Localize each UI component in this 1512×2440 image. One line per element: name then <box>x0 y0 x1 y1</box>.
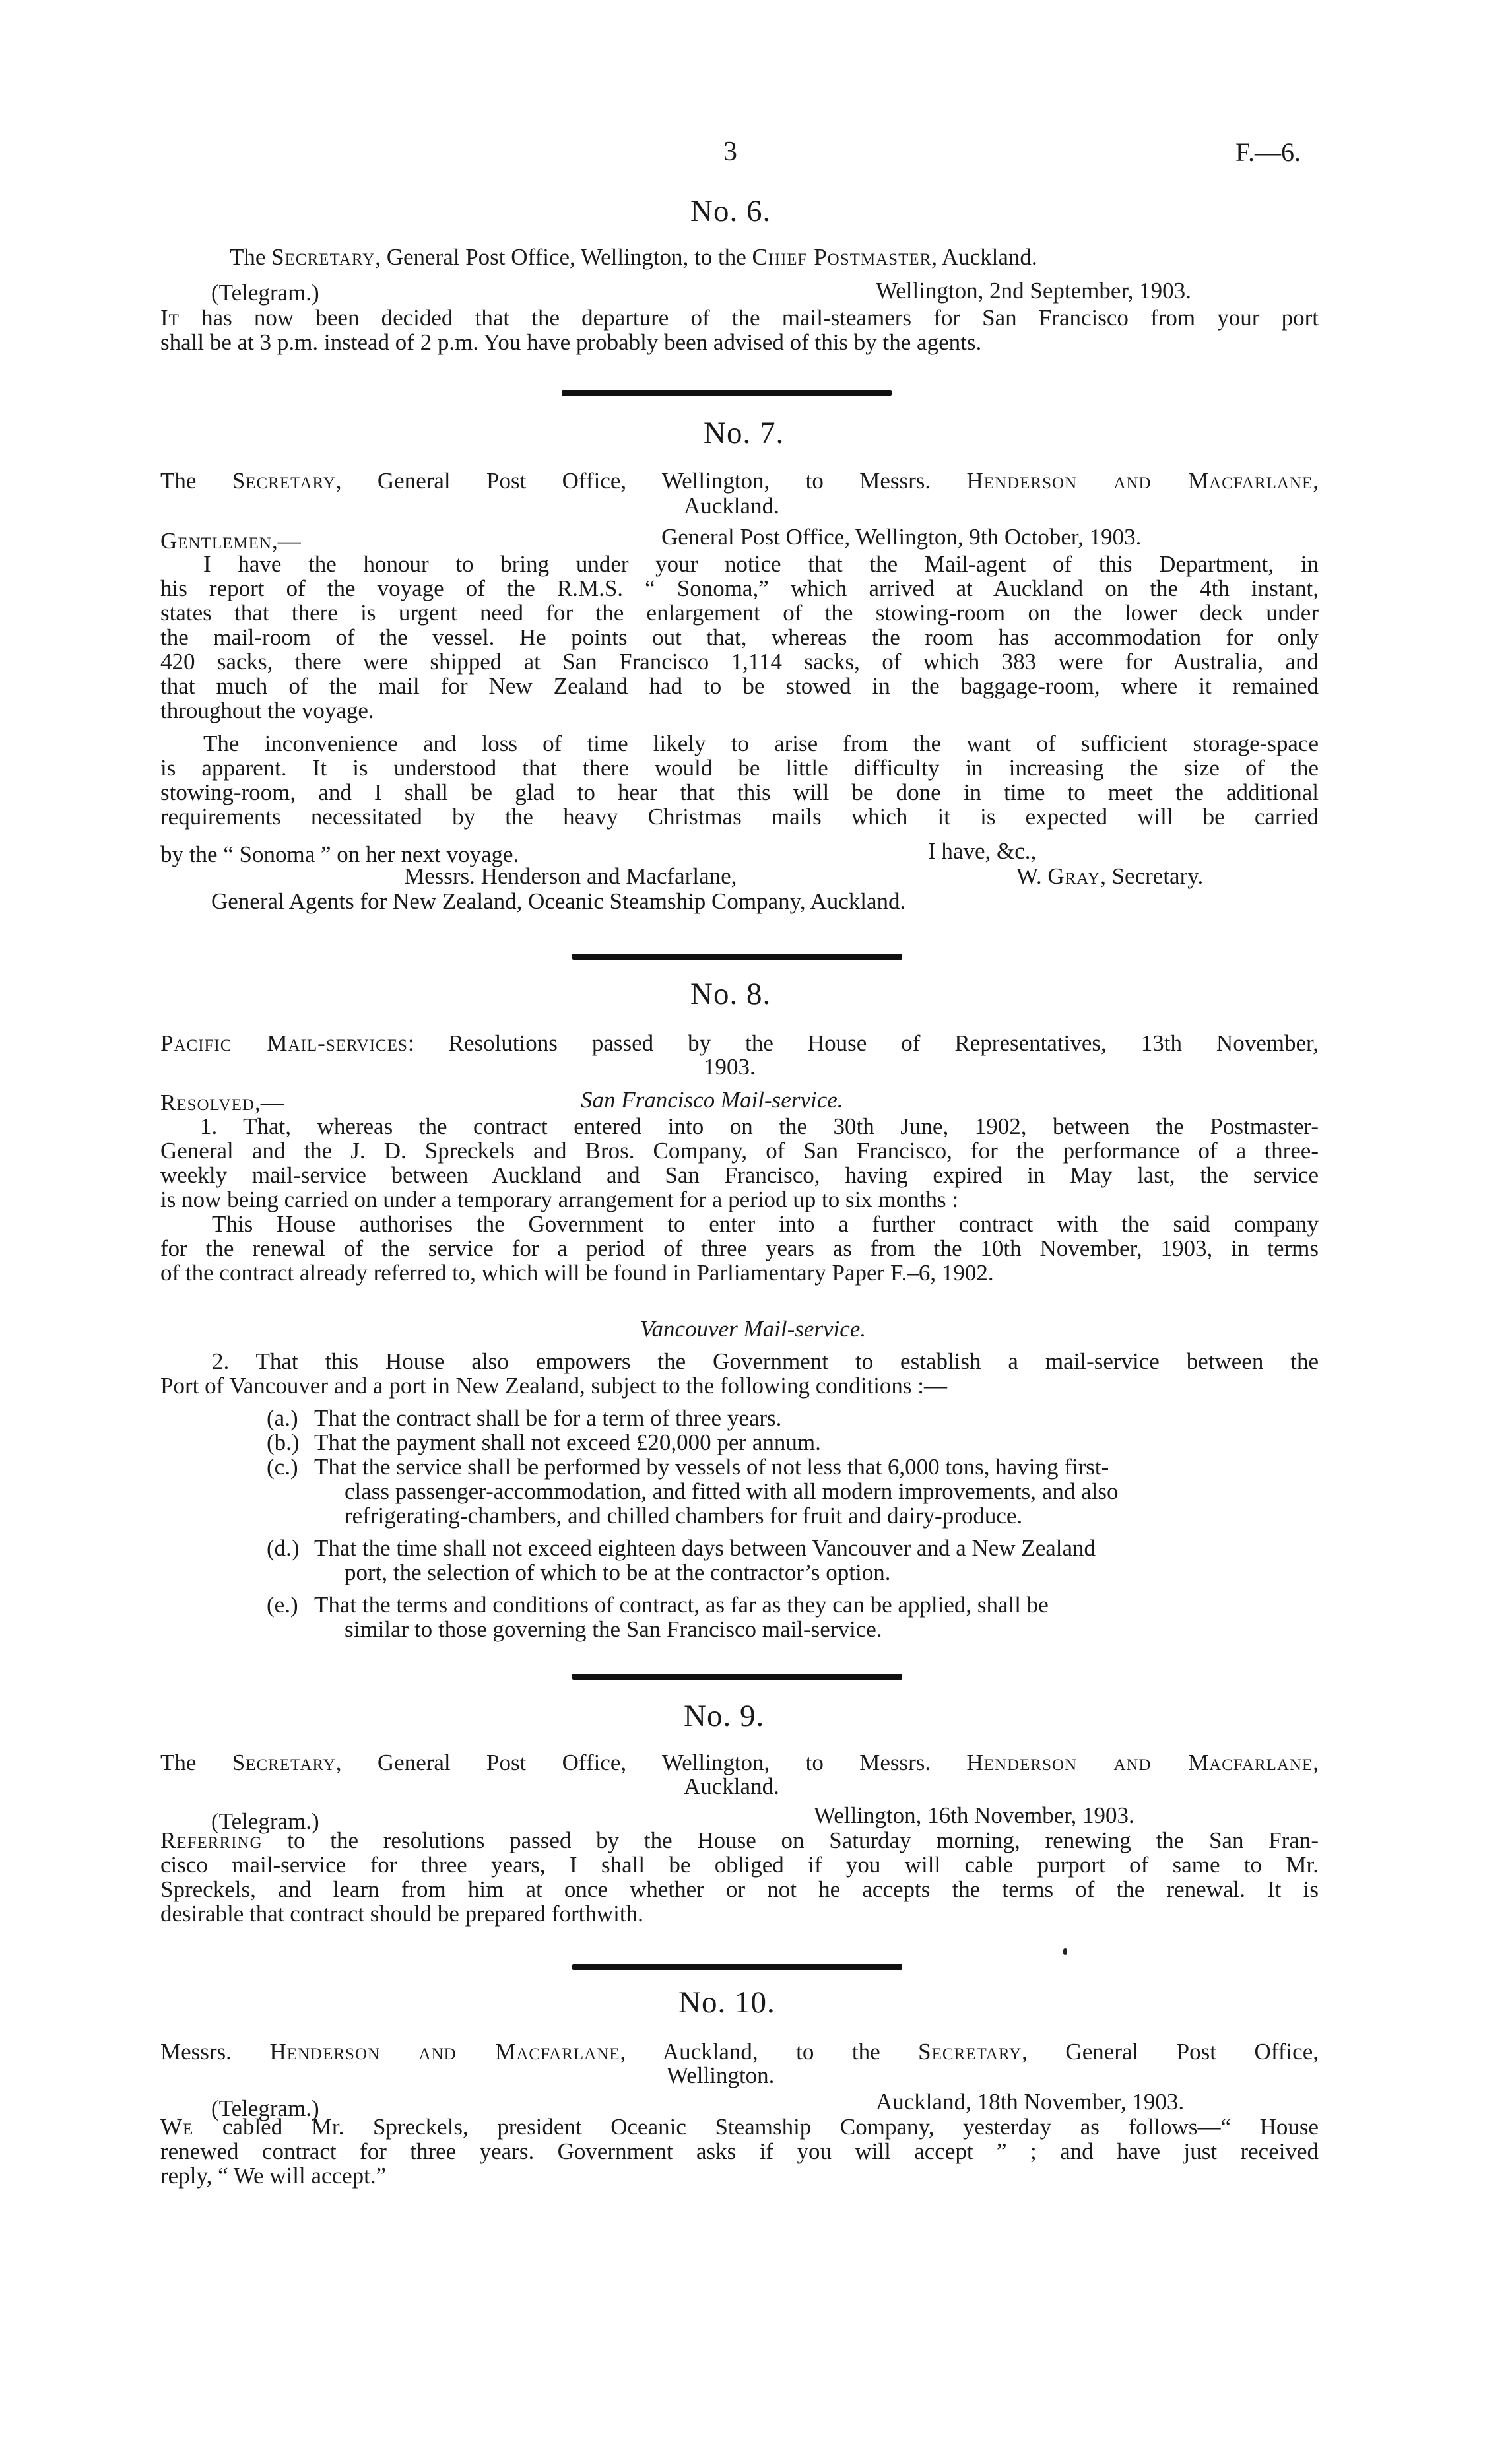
address-line-no6: The Secretary, General Post Office, Wellington, to the Chief Postmaster, Auckland. <box>230 244 1037 270</box>
body-no6: It has now been decided that the departure of the mail-steamers for San Francisco from your port shall be at 3 p.m. instead of 2 p.m. You have probably been advised of this by the agents. <box>160 305 1319 355</box>
address-line2-no10: Wellington. <box>667 2062 775 2088</box>
address-no10: Messrs. Henderson and Macfarlane, Auckland, to the Secretary, General Post Office, <box>160 2039 1319 2064</box>
condition-label: (e.) <box>267 1592 298 1618</box>
para2-last-no7: by the “ Sonoma ” on her next voyage. <box>160 841 519 867</box>
resolution1b-no8: This House authorises the Government to enter into a further contract with the said company for the renewal of the service for a period of three years as from the 10th November, 1903, in terms of the contract already referred to, which will be found in Parliamentary Paper F.–6, 1902. <box>160 1211 1319 1286</box>
page-reference: F.—6. <box>1235 137 1301 167</box>
medium-no10: (Telegram.) <box>211 2095 319 2121</box>
addressee-line2-no7: General Agents for New Zealand, Oceanic Steamship Company, Auckland. <box>211 888 906 914</box>
body-no10: We cabled Mr. Spreckels, president Oceanic Steamship Company, yesterday as follows—“ House renewed contract for three years. Government asks if you will accept ” ; and have just received reply, “ We will accept.” <box>160 2114 1319 2189</box>
address-line2-no7: Auckland. <box>684 493 779 519</box>
section-divider <box>572 1674 902 1680</box>
signature-no7: W. Gray, Secretary. <box>1016 863 1204 889</box>
section-heading-no10: No. 10. <box>678 1985 775 2020</box>
resolved-no8: Resolved,— <box>160 1090 284 1115</box>
title-no8: Pacific Mail-services: Resolutions passed by the House of Representatives, 13th November, <box>160 1030 1319 1056</box>
condition-label: (d.) <box>267 1535 300 1561</box>
section-heading-no8: No. 8. <box>690 977 772 1011</box>
section-heading-no9: No. 9. <box>684 1699 765 1733</box>
condition-label: (b.) <box>267 1430 300 1455</box>
dateline-no10: Auckland, 18th November, 1903. <box>876 2089 1185 2115</box>
condition-b: (b.) That the payment shall not exceed £20,000 per annum. <box>267 1430 821 1455</box>
condition-c-line2: class passenger-accommodation, and fitted with all modern improvements, and also <box>345 1478 1119 1504</box>
addressee-no7: Messrs. Henderson and Macfarlane, <box>404 863 737 889</box>
para1-no7: I have the honour to bring under your notice that the Mail-agent of this Department, in his report of the voyage of the R.M.S. “ Sonoma,” which arrived at Auckland on the 4th instant, states that there is urgent need for the enlargement of the stowing-room on the lower deck under the mail-room of the vessel. He points out that, whereas the room has accommodation for only 420 sacks, there were shipped at San Francisco 1,114 sacks, of which 383 were for Australia, and that much of the mail for New Zealand had to be stowed in the baggage-room, where it remained throughout the voyage. <box>160 551 1319 723</box>
condition-c-line3: refrigerating-chambers, and chilled chambers for fruit and dairy-produce. <box>345 1503 1023 1529</box>
dateline-no6: Wellington, 2nd September, 1903. <box>876 278 1191 304</box>
closing-no7: I have, &c., <box>928 838 1037 864</box>
title-line2-no8: 1903. <box>704 1054 756 1080</box>
section-heading-no7: No. 7. <box>704 416 785 450</box>
section-heading-no6: No. 6. <box>690 194 772 228</box>
address-line2-no9: Auckland. <box>684 1773 779 1799</box>
condition-d: (d.) That the time shall not exceed eighteen days between Vancouver and a New Zealand <box>267 1535 1096 1561</box>
condition-d-line2: port, the selection of which to be at the contractor’s option. <box>345 1560 891 1585</box>
condition-e-line2: similar to those governing the San Francisco mail-service. <box>345 1616 882 1642</box>
medium-no6: (Telegram.) <box>211 280 319 306</box>
resolution2-no8: 2. That this House also empowers the Government to establish a mail-service between the Port of Vancouver and a port in New Zealand, subject to the following conditions :— <box>160 1348 1319 1399</box>
condition-c: (c.) That the service shall be performed by vessels of not less that 6,000 tons, having first- <box>267 1454 1109 1480</box>
condition-e: (e.) That the terms and conditions of contract, as far as they can be applied, shall be <box>267 1592 1049 1618</box>
section-divider <box>562 390 892 396</box>
salutation-no7: Gentlemen,— <box>160 528 301 554</box>
medium-no9: (Telegram.) <box>211 1808 319 1834</box>
ink-speck <box>1063 1948 1067 1955</box>
para2-no7: The inconvenience and loss of time likely to arise from the want of sufficient storage-space is apparent. It is understood that there would be little difficulty in increasing the size of the stowing-room, and I shall be glad to hear that this will be done in time to meet the additional requirements necessitated by the heavy Christmas mails which it is expected will be carried <box>160 731 1319 830</box>
address-no9: The Secretary, General Post Office, Wellington, to Messrs. Henderson and Macfarlane, <box>160 1750 1319 1775</box>
section-divider <box>572 1964 902 1970</box>
condition-label: (a.) <box>267 1405 298 1431</box>
dateline-no9: Wellington, 16th November, 1903. <box>814 1802 1134 1828</box>
condition-a: (a.) That the contract shall be for a term of three years. <box>267 1405 782 1431</box>
body-no9: Referring to the resolutions passed by the House on Saturday morning, renewing the San Fran- cisco mail-service for three years, I shall be obliged if you will cable purport of same to Mr. Spreckels, and learn from him at once whether or not he accepts the terms of the renewal. It is desirable that contract should be prepared forthwith. <box>160 1828 1319 1927</box>
page-number: 3 <box>723 137 737 167</box>
resolution1-no8: 1. That, whereas the contract entered into on the 30th June, 1902, between the Postmaster- General and the J. D. Spreckels and Bros. Company, of San Francisco, for the performance of a three- weekly mail-service between Auckland and San Francisco, having expired in May last, the service is now being carried on under a temporary arrangement for a period up to six months : <box>160 1113 1319 1212</box>
dateline-no7: General Post Office, Wellington, 9th October, 1903. <box>661 524 1142 550</box>
subheading-san-francisco: San Francisco Mail-service. <box>581 1087 843 1113</box>
subheading-vancouver: Vancouver Mail-service. <box>640 1316 867 1342</box>
section-divider <box>572 954 902 960</box>
condition-label: (c.) <box>267 1454 298 1480</box>
address-no7: The Secretary, General Post Office, Wellington, to Messrs. Henderson and Macfarlane, <box>160 468 1319 494</box>
